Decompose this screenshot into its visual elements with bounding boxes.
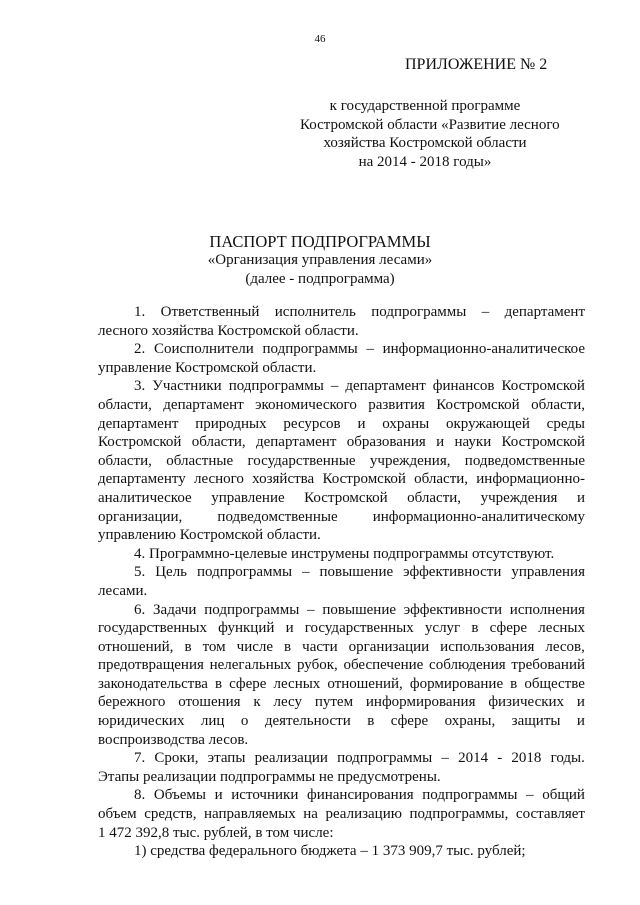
body-word: этапы (207, 750, 246, 767)
body-line (98, 452, 585, 471)
body-word: – (441, 750, 449, 767)
body-word: финансов (432, 378, 495, 395)
body-word: физических (488, 694, 565, 711)
body-word: и (285, 620, 294, 637)
body-line: воспроизводства лесов. (98, 731, 249, 748)
body-word: в (184, 638, 192, 655)
body-word: Костромской (501, 378, 585, 395)
body-word: повышение (322, 601, 396, 618)
body-line (98, 377, 585, 396)
body-word: 2. (134, 341, 146, 358)
body-word: нелегальных (209, 657, 292, 674)
body-line (98, 656, 585, 675)
body-word: функций (218, 620, 275, 637)
body-line (98, 489, 585, 508)
body-word: реализацию (325, 806, 402, 823)
body-word: и (357, 415, 366, 432)
body-word: экономического (255, 396, 357, 413)
body-word: эффективности (403, 564, 502, 581)
body-line (98, 786, 585, 805)
body-word: отошения (178, 694, 241, 711)
body-word: числе (236, 638, 274, 655)
body-line: 4. Программно-целевые инструмены подпрограммы отсутствуют. (134, 545, 555, 562)
body-word: Костромской (501, 434, 585, 451)
body-word: области, (531, 396, 585, 413)
body-word: Соисполнители (153, 341, 254, 358)
body-word: лесного (193, 471, 244, 488)
body-word: развития (368, 396, 425, 413)
body-word: и (436, 434, 445, 451)
body-word: части (302, 638, 338, 655)
body-word: области, (407, 489, 462, 506)
body-word: исполнитель (274, 304, 356, 320)
reference-line: хозяйства Костромской области (323, 135, 527, 151)
body-line (98, 470, 585, 489)
body-word: предотвращения (98, 657, 204, 674)
body-line (98, 433, 585, 452)
body-word: бережного (98, 694, 166, 711)
body-line (98, 508, 585, 527)
body-word: лиц (200, 713, 225, 730)
body-word: Костромской (304, 489, 388, 506)
body-word: государственных (98, 620, 207, 637)
reference-line: Костромской области «Развитие лесного (300, 116, 560, 133)
body-word: защиты (511, 713, 561, 730)
body-word: в (284, 638, 292, 655)
body-line (98, 396, 585, 415)
body-word: и (576, 694, 585, 711)
body-word: общий (542, 787, 585, 804)
body-word: – (366, 341, 374, 358)
body-word: подведомственные (464, 452, 585, 469)
body-word: Костромской (436, 396, 520, 413)
body-word: обеспечение (343, 657, 424, 674)
body-word: подпрограммы (422, 787, 518, 804)
body-word: деятельности (264, 713, 351, 730)
body-line: управление Костромской области. (98, 359, 317, 376)
body-word: – (330, 378, 339, 395)
body-word: использования (440, 638, 535, 655)
body-word: лесов, (545, 638, 585, 655)
heading-subtitle: «Организация управления лесами» (207, 252, 433, 268)
body-word: хозяйства (252, 471, 315, 488)
body-word: средств, (144, 806, 197, 823)
body-word: области, (191, 434, 246, 451)
body-word: 7. (134, 750, 146, 767)
body-word: в (471, 620, 479, 637)
heading-title: ПАСПОРТ ПОДПРОГРАММЫ (209, 232, 431, 251)
body-word: 1. (134, 304, 146, 320)
body-word: формирование (409, 675, 504, 692)
body-word: источники (231, 787, 299, 804)
body-word: в (510, 675, 518, 692)
body-word: Костромской (98, 434, 182, 451)
reference-line: на 2014 - 2018 годы» (358, 153, 492, 170)
body-word: отношений, (98, 638, 174, 655)
body-line (98, 675, 585, 694)
body-word: 6. (134, 601, 146, 618)
body-word: учреждения (480, 489, 558, 506)
body-word: 2018 (511, 750, 542, 767)
body-line (98, 563, 585, 582)
body-word: подведомственные (217, 508, 338, 525)
reference-line: к государственной программе (329, 98, 521, 114)
body-word: охраны (382, 415, 430, 432)
body-word: – (481, 304, 490, 320)
body-line: 1) средства федерального бюджета – 1 373 909,7 тыс. рублей; (134, 843, 526, 860)
body-word: направляемых (204, 806, 296, 823)
body-word: услуг (424, 620, 461, 637)
body-word: организации, (98, 508, 183, 525)
document-body (98, 303, 585, 861)
body-word: Участники (152, 378, 222, 395)
body-word: организации (348, 638, 430, 655)
body-word: – (307, 601, 315, 618)
body-line: лесного хозяйства Костромской области. (98, 322, 359, 339)
body-word: информационно-аналитическому (372, 508, 585, 525)
body-line (98, 638, 585, 657)
body-word: путем (314, 694, 354, 711)
body-word: повышение (319, 564, 394, 581)
body-word: лесу (273, 694, 303, 711)
body-word: и (576, 713, 585, 730)
body-word: учреждения, (369, 452, 451, 469)
body-word: среды (546, 415, 585, 432)
body-line (98, 415, 585, 434)
body-word: и (214, 787, 223, 804)
body-word: подпрограммы (262, 341, 358, 358)
body-word: подпрограммы, (409, 806, 509, 823)
body-word: информационно-аналитическое (382, 341, 585, 358)
body-word: подпрограммы (371, 304, 467, 320)
heading-note: (далее - подпрограмма) (245, 271, 395, 287)
body-word: государственные (247, 452, 356, 469)
body-line: Этапы реализации подпрограммы не предусмотрены. (98, 768, 441, 785)
body-word: в (214, 675, 223, 692)
body-word: ресурсов (283, 415, 341, 432)
body-line (98, 340, 585, 359)
body-word: реализации (254, 750, 328, 767)
body-word: 3. (134, 378, 146, 395)
body-line: лесами. (98, 582, 148, 599)
body-line (98, 749, 585, 768)
body-word: эффективности (403, 601, 503, 618)
body-line: 1 472 392,8 тыс. рублей, в том числе: (98, 824, 334, 841)
body-word: и (576, 489, 585, 506)
body-word: природных (195, 415, 267, 432)
document-heading (0, 232, 640, 289)
body-word: к (253, 694, 261, 711)
body-line (98, 693, 585, 712)
body-word: информационно- (476, 471, 585, 488)
body-word: государственных (304, 620, 414, 637)
body-word: области, (414, 471, 469, 488)
body-word: о (240, 713, 249, 730)
body-word: области, (98, 452, 152, 469)
body-line (98, 619, 585, 638)
body-word: подпрограммы (337, 750, 433, 767)
body-word: – (526, 787, 534, 804)
appendix-title: ПРИЛОЖЕНИЕ № 2 (405, 56, 548, 73)
body-word: охраны, (444, 713, 496, 730)
body-word: департамент (255, 434, 337, 451)
body-word: Задачи (153, 601, 197, 618)
body-word: области, (98, 396, 152, 413)
body-line (98, 601, 585, 620)
body-word: финансирования (307, 787, 414, 804)
body-line (98, 712, 585, 731)
body-word: законодательства (98, 675, 208, 692)
body-word: в (367, 713, 375, 730)
body-line (98, 805, 585, 824)
body-word: Цель (155, 564, 188, 581)
body-word: подпрограммы (228, 378, 324, 395)
body-word: исполнения (509, 601, 585, 618)
body-word: обществе (524, 675, 585, 692)
body-word: управление (211, 489, 285, 506)
body-word: требований (511, 657, 585, 674)
body-word: объем (98, 806, 137, 823)
body-word: Костромской (322, 471, 406, 488)
body-word: на (303, 806, 318, 823)
body-word: областные (166, 452, 234, 469)
body-word: науки (454, 434, 492, 451)
body-word: сфере (489, 620, 528, 637)
body-word: подпрограммы (204, 601, 300, 618)
body-word: аналитическое (98, 489, 192, 506)
body-word: образования (346, 434, 426, 451)
body-word: управления (511, 564, 585, 581)
body-word: сфере (390, 713, 429, 730)
body-word: сфере (229, 675, 267, 692)
body-word: - (497, 750, 503, 767)
body-word: департаменту (98, 471, 186, 488)
reference-block (300, 97, 560, 171)
body-word: рубок, (297, 657, 338, 674)
body-word: подпрограммы (196, 564, 293, 581)
body-word: 5. (134, 564, 146, 581)
body-word: департамент (163, 396, 244, 413)
body-word: департамент (504, 304, 585, 320)
body-word: департамент (98, 415, 179, 432)
body-word: Сроки, (154, 750, 199, 767)
page-number: 46 (314, 33, 326, 45)
body-word: окружающей (446, 415, 530, 432)
body-word: лесных (273, 675, 321, 692)
body-word: составляет (515, 806, 585, 823)
body-word: Ответственный (160, 304, 260, 320)
body-word: Объемы (153, 787, 206, 804)
body-word: отношений, (327, 675, 403, 692)
body-word: 8. (134, 787, 146, 804)
body-line: управлению Костромской области. (98, 527, 321, 544)
body-word: юридических (98, 713, 185, 730)
body-word: – (302, 564, 310, 581)
body-word: годы. (550, 750, 585, 767)
body-word: информирования (365, 694, 476, 711)
body-word: соблюдения (429, 657, 506, 674)
body-word: том (202, 638, 226, 655)
body-word: 2014 (458, 750, 489, 767)
body-word: департамент (345, 378, 426, 395)
body-line (98, 303, 585, 322)
body-word: лесных (538, 620, 585, 637)
